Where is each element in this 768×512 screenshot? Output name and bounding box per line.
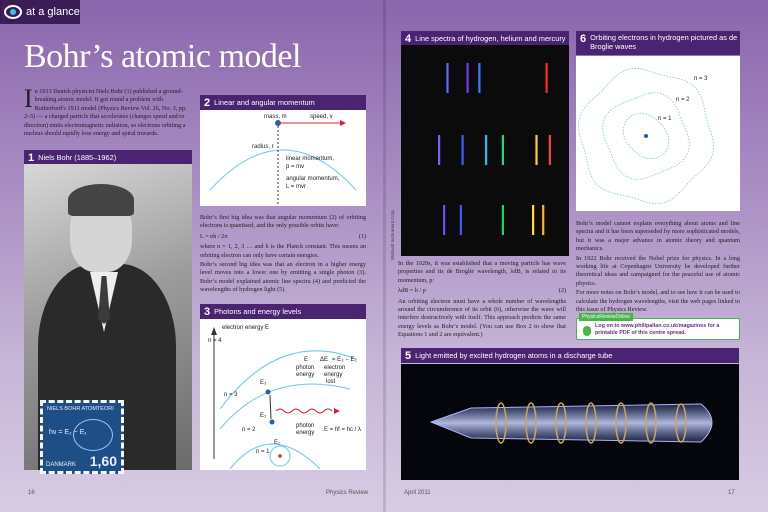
mouse-icon [583, 326, 591, 336]
spectra-bands [401, 45, 569, 256]
spectral-line [467, 63, 469, 93]
energy-levels-diagram [200, 319, 366, 470]
text-column-2 [398, 260, 566, 341]
spectral-line [446, 63, 448, 93]
orbit-arc [210, 150, 356, 190]
panel-5-header [401, 348, 739, 363]
spectral-line [438, 135, 440, 165]
spectral-line [462, 135, 464, 165]
spectral-line [532, 205, 534, 235]
panel-6-label: Orbiting electrons in hydrogen pictured as de Broglie waves [590, 33, 738, 51]
orbit-n3-label: n = 3 [694, 76, 708, 82]
eq1-rhs: = E₃ − E₂ [332, 357, 357, 363]
eye-icon [4, 5, 22, 19]
photon-wave [276, 409, 332, 413]
equation-1-text: L = nh / 2π [200, 232, 228, 240]
col2-para1: In the 1920s, it was established that a moving particle has wave properties and its de Broglie wavelength, λdB, is related to its momentum, p: [398, 260, 566, 284]
panel-6-header [576, 31, 740, 55]
panel-4-header [401, 31, 569, 46]
stamp-country: DANMARK [46, 462, 77, 468]
label-photon: photon [296, 365, 315, 371]
equation-2-number: (2) [558, 287, 566, 295]
section-badge [0, 0, 80, 24]
radius-label: radius, r [252, 144, 274, 150]
panel-3-number: 3 [204, 305, 211, 318]
nucleus-dot [278, 454, 282, 458]
panel-1-header [24, 150, 192, 165]
panel-2-number: 2 [204, 96, 211, 109]
panel-1-label: Niels Bohr (1885–1962) [38, 153, 117, 162]
spectral-line [535, 135, 537, 165]
panel-1-number: 1 [28, 151, 35, 164]
panel-2-header [200, 95, 366, 110]
left-footer-title: Physics Review [326, 490, 369, 496]
badge-label: at a glance [26, 6, 80, 18]
drop-cap: I [24, 84, 33, 113]
discharge-tube-photo [401, 364, 739, 480]
text-column-1 [200, 214, 366, 296]
spectral-line [502, 135, 504, 165]
equation-1-number: (1) [358, 232, 366, 240]
label-energy-2: energy [324, 372, 343, 378]
intro-paragraph [24, 84, 194, 138]
mass-label: mass, m [264, 114, 287, 120]
intro-text: n 1913 Danish physicist Niels Bohr (1) published a ground-breaking atomic model. It got round a problem with Rutherford’s 1911 model (Physics Review Vol. 26, No. 3, pp. 2–5) — a charged particle that accelerates (changes speed and/or direction) emits electromagnetic radiation, so electrons orbiting a nucleus should rapidly lose energy and spiral inwards. [24, 88, 187, 138]
eq2-energy: energy [296, 430, 315, 436]
photon-energy-equation: E = hf = hc / λ [324, 427, 362, 433]
stamp-line1: NIELS BOHR ATOMTEORI [47, 406, 114, 412]
stamp-value: 1,60 [89, 453, 117, 469]
panel-4-number: 4 [405, 32, 412, 45]
panel-3-header [200, 304, 366, 319]
equation-2-text: λdB = h / p [398, 287, 426, 295]
online-note-text[interactable]: Log on to www.philipallan.co.uk/magazines for a printable PDF of this centre spread. [595, 323, 720, 336]
online-pdf-note [576, 314, 740, 340]
col1-para1: Bohr’s first big idea was that angular momentum (2) of orbiting electrons is quantised, and the only possible orbits have: [200, 214, 366, 230]
line-spectra-image [401, 45, 569, 256]
left-page-number: 16 [28, 490, 35, 496]
danish-stamp [40, 400, 124, 474]
level-n4: n = 4 [208, 338, 222, 344]
equation-1 [200, 233, 366, 241]
label-e2: E₂ [260, 413, 267, 419]
panel-4-label: Line spectra of hydrogen, helium and mercury [415, 34, 566, 43]
panel-2-label: Linear and angular momentum [214, 98, 315, 107]
right-page-number: 17 [728, 490, 735, 496]
page-title: Bohr’s atomic model [24, 38, 301, 75]
label-lost: lost [326, 379, 336, 385]
linear-momentum-eq: p = mv [286, 164, 305, 170]
spectral-line [549, 135, 551, 165]
col3-para1: Bohr’s model cannot explain everything about atoms and line spectra and it has been superseded by more sophisticated models, but it was a major advance in atomic theory and quantum mechanics. [576, 220, 740, 253]
panel-3-label: Photons and energy levels [214, 307, 302, 316]
label-e1: E₁ [274, 440, 281, 446]
spectral-line [502, 205, 504, 235]
electron-e2 [270, 420, 275, 425]
col1-para3: Bohr’s second big idea was that an electron in a higher energy level moves into a lower one by emitting a single photon (3). Bohr’s model explained atomic line spectra (4) and predicted the wavelengths of hydrogen light (5). [200, 261, 366, 294]
panel-5-label: Light emitted by excited hydrogen atoms in a discharge tube [415, 351, 613, 360]
level-n1: n = 1 [256, 449, 270, 455]
linear-momentum-label: linear momentum, [286, 156, 335, 162]
col1-para2: where n = 1, 2, 3 … and h is the Planck constant. This means an orbiting electron can only have certain energies. [200, 243, 366, 259]
spectral-line [485, 135, 487, 165]
spectral-line [542, 205, 544, 235]
orbit-n2-label: n = 2 [676, 97, 690, 103]
page-spine [383, 0, 386, 512]
right-footer-date: April 2011 [404, 490, 431, 496]
glass-tube [431, 404, 712, 442]
eq1-lhs: E [304, 357, 309, 363]
photo-credit: Wabash Instrument Corp. [390, 208, 395, 260]
de-broglie-diagram [576, 56, 740, 211]
label-electron: electron [324, 365, 346, 371]
label-energy: energy [296, 372, 315, 378]
angular-momentum-label: angular momentum, [286, 176, 340, 182]
spectral-line [478, 63, 480, 93]
spectral-line [460, 205, 462, 235]
momentum-diagram [200, 110, 366, 206]
speed-label: speed, v [310, 114, 333, 120]
col3-para3: For more notes on Bohr’s model, and to see how it can be used to calculate the hydrogen wavelengths, visit the web pages linked to this issue of Physics Review. [576, 289, 740, 314]
eq1-mid: ΔE [320, 357, 329, 363]
angular-momentum-eq: L = mvr [286, 184, 306, 190]
spectral-line [546, 63, 548, 93]
level-n2: n = 2 [242, 427, 256, 433]
online-tag: PhysicsReviewOnline [579, 313, 633, 321]
equation-2 [398, 287, 566, 295]
level-n3: n = 3 [224, 392, 238, 398]
stamp-formula: hν = E₂ − E₁ [49, 429, 87, 436]
panel-5-number: 5 [405, 349, 412, 362]
spectral-line [443, 205, 445, 235]
label-e3: E₃ [260, 380, 267, 386]
text-column-3 [576, 220, 740, 315]
panel-6-number: 6 [580, 33, 587, 45]
eq2-photon: photon [296, 423, 315, 429]
col3-para2: In 1922 Bohr received the Nobel prize for physics. In a long working life at Copenhagen University he developed further theoretical ideas and campaigned for the peaceful use of atomic physics. [576, 254, 740, 287]
electron-e3 [266, 390, 271, 395]
orbit-n1-label: n = 1 [658, 116, 672, 122]
nucleus [644, 134, 648, 138]
energy-axis-label: electron energy E [222, 325, 270, 331]
col2-para2: An orbiting electron must have a whole number of wavelengths around the circumference of its orbit (6), otherwise the wave will interfere destructively with itself. This approach predicts the same energy levels as Bohr’s model. (You can use Box 2 to show that Equations 1 and 2 are equivalent.) [398, 297, 566, 339]
